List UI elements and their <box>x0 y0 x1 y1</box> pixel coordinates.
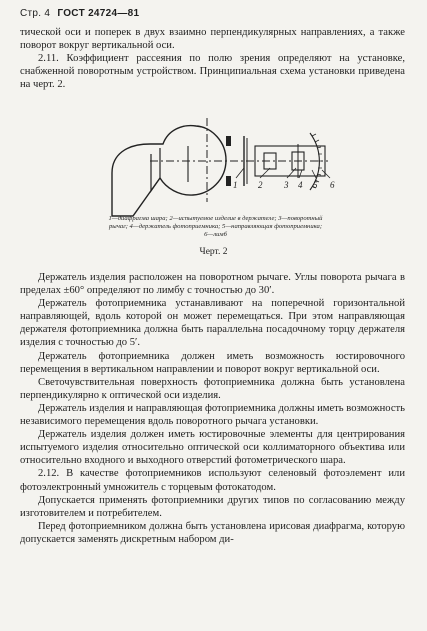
aperture-top <box>226 136 231 146</box>
paragraph-2-12: 2.12. В качестве фотоприемников используют селеновый фотоэлемент или фотоэлектронный умножитель с торцевым фотокатодом. <box>20 468 405 493</box>
callout-5: 5 <box>313 180 318 190</box>
top-text <box>20 26 405 91</box>
figure-caption: 1—диафрагма шара; 2—испытуемое изделие в держателе; 3—поворотный рычаг; 4—держатель фотоприемника; 5—направляющая фотоприемника; 6—лимб <box>108 215 323 238</box>
sphere-inner <box>151 148 160 191</box>
figure-label: Черт. 2 <box>199 247 228 257</box>
aperture-bottom <box>226 176 231 186</box>
paragraph-2-11: 2.11. Коэффициент рассеяния по полю зрения определяют на установке, снабженной поворотным устройством. Принципиальная схема установки приведена на черт. 2. <box>20 53 405 91</box>
paragraph: Перед фотоприемником должна быть установлена ирисовая диафрагма, которую допускается заменять дискретным набором ди- <box>20 520 405 545</box>
callout-1: 1 <box>233 180 238 190</box>
paragraph: Держатель изделия расположен на поворотном рычаге. Углы поворота рычага в пределах ±60° определяют по лимбу с точностью до 30′. <box>20 272 405 297</box>
callout-6: 6 <box>330 180 335 190</box>
callout-2: 2 <box>258 180 263 190</box>
paragraph: Держатель фотоприемника должен иметь возможность юстировочного перемещения в вертикальном направлении и поворот вокруг вертикальной оси. <box>20 350 405 375</box>
paragraph: Светочувствительная поверхность фотоприемника должна быть установлена перпендикулярно к оптической оси изделия. <box>20 376 405 401</box>
page-header <box>20 8 139 19</box>
sphere-body <box>112 126 226 216</box>
main-text <box>20 271 405 546</box>
callout-3: 3 <box>284 180 289 190</box>
page-number: Стр. 4 <box>20 8 51 19</box>
paragraph: Держатель фотоприемника устанавливают на поперечной горизонтальной направляющей, вдоль которой он может перемещаться. При этом направляющая держателя фотоприемника должна быть параллельна посадочному торцу держателя изделия с точностью до 5′. <box>20 298 405 349</box>
standard-number: ГОСТ 24724—81 <box>57 8 140 19</box>
paragraph: Держатель изделия должен иметь юстировочные элементы для центрирования испытуемого изделия относительно оптической оси коллиматорного объектива или относительно входного и выходного отверстий фотометрического шара. <box>20 429 405 467</box>
callout-4: 4 <box>298 180 303 190</box>
paragraph: Держатель изделия и направляющая фотоприемника должны иметь возможность независимого перемещения вдоль поворотного рычага установки. <box>20 402 405 428</box>
paragraph-continuation: тической оси и поперек в двух взаимно перпендикулярных направлениях, а также поворот вокруг вертикальной оси. <box>20 27 405 52</box>
paragraph: Допускается применять фотоприемники других типов по согласованию между изготовителем и потребителем. <box>20 494 405 519</box>
